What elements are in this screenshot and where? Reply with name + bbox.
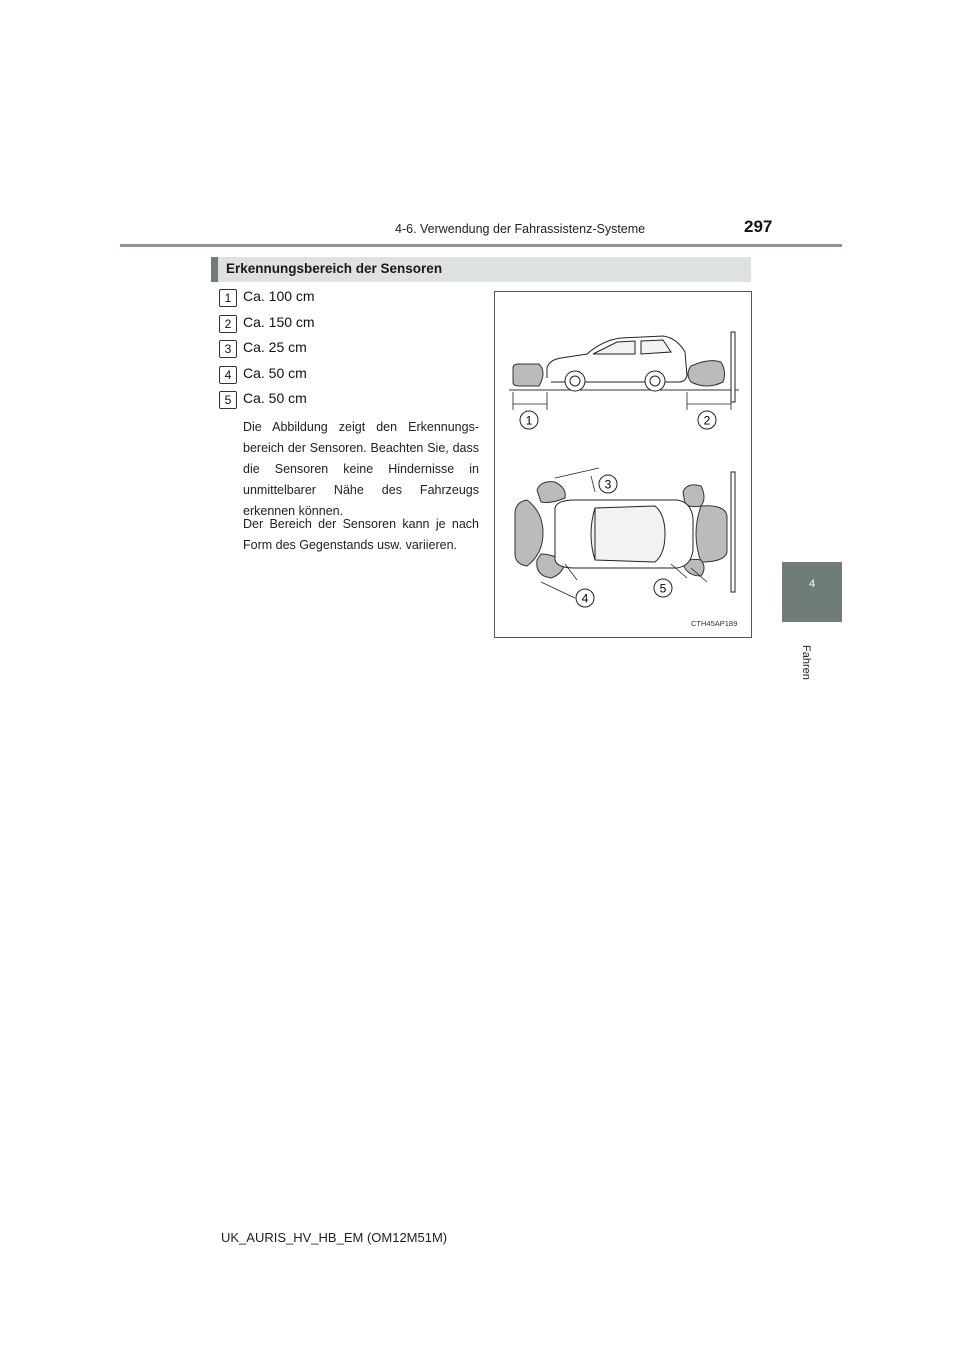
item-number-badge: 3 bbox=[219, 340, 237, 358]
chapter-tab-label: Fahren bbox=[800, 645, 812, 680]
dim-line-3 bbox=[555, 468, 599, 478]
dim-line-4 bbox=[541, 582, 575, 598]
rear-sensor-zone-side bbox=[688, 361, 725, 386]
item-text: Ca. 25 cm bbox=[243, 339, 307, 355]
item-text: Ca. 100 cm bbox=[243, 288, 315, 304]
sensor-range-diagram bbox=[495, 292, 751, 637]
chapter-tab[interactable] bbox=[782, 562, 842, 622]
callout-4 bbox=[576, 589, 594, 607]
paragraph-sensor-variation: Der Bereich der Sensoren kann je nach Form des Gegenstands usw. variieren. bbox=[243, 517, 479, 552]
item-number-badge: 1 bbox=[219, 289, 237, 307]
callout-4-label: 4 bbox=[581, 591, 589, 606]
callout-3-label: 3 bbox=[604, 477, 612, 492]
callout-5 bbox=[654, 579, 672, 597]
front-center-zone-top bbox=[515, 500, 543, 566]
page-number: 297 bbox=[744, 217, 773, 236]
wall-right-top bbox=[731, 472, 735, 592]
front-sensor-zone-side bbox=[513, 364, 543, 386]
car-roof-top bbox=[591, 506, 665, 562]
section-heading-bar bbox=[211, 257, 751, 282]
dim-arrow-3 bbox=[591, 476, 595, 492]
item-text: Ca. 50 cm bbox=[243, 365, 307, 381]
chapter-tab-number: 4 bbox=[808, 578, 816, 590]
figure-code: CTH45AP189 bbox=[691, 619, 738, 628]
front-corner-zone-top-upper bbox=[537, 482, 565, 503]
rear-center-zone-top bbox=[696, 506, 727, 562]
header-rule bbox=[120, 244, 842, 247]
item-number-badge: 4 bbox=[219, 366, 237, 384]
callout-5-label: 5 bbox=[659, 581, 667, 596]
footer-manual-id: UK_AURIS_HV_HB_EM (OM12M51M) bbox=[221, 1230, 448, 1245]
section-heading-accent bbox=[211, 257, 218, 282]
callout-1-label: 1 bbox=[525, 413, 533, 428]
callout-2 bbox=[698, 411, 716, 429]
callout-1 bbox=[520, 411, 538, 429]
car-top-view bbox=[555, 500, 693, 568]
section-heading-title: Erkennungsbereich der Sensoren bbox=[226, 261, 443, 276]
item-text: Ca. 150 cm bbox=[243, 314, 315, 330]
callout-2-label: 2 bbox=[703, 413, 711, 428]
front-wheel bbox=[565, 371, 585, 391]
header-title: 4-6. Verwendung der Fahrassistenz-Systeme bbox=[395, 222, 646, 236]
callout-3 bbox=[599, 475, 617, 493]
paragraph-sensor-range: Die Abbildung zeigt den Erkennungs-bereich der Sensoren. Beachten Sie, dass die Sensoren keine Hindernisse in unmittelbarer Nähe des Fahrzeugs erkennen können. bbox=[243, 420, 479, 518]
dimension-lines-side bbox=[513, 392, 731, 410]
item-number-badge: 5 bbox=[219, 391, 237, 409]
item-number-badge: 2 bbox=[219, 315, 237, 333]
item-text: Ca. 50 cm bbox=[243, 390, 307, 406]
wall-right-side bbox=[731, 332, 735, 402]
rear-wheel bbox=[645, 371, 665, 391]
sensor-range-figure bbox=[494, 291, 752, 638]
